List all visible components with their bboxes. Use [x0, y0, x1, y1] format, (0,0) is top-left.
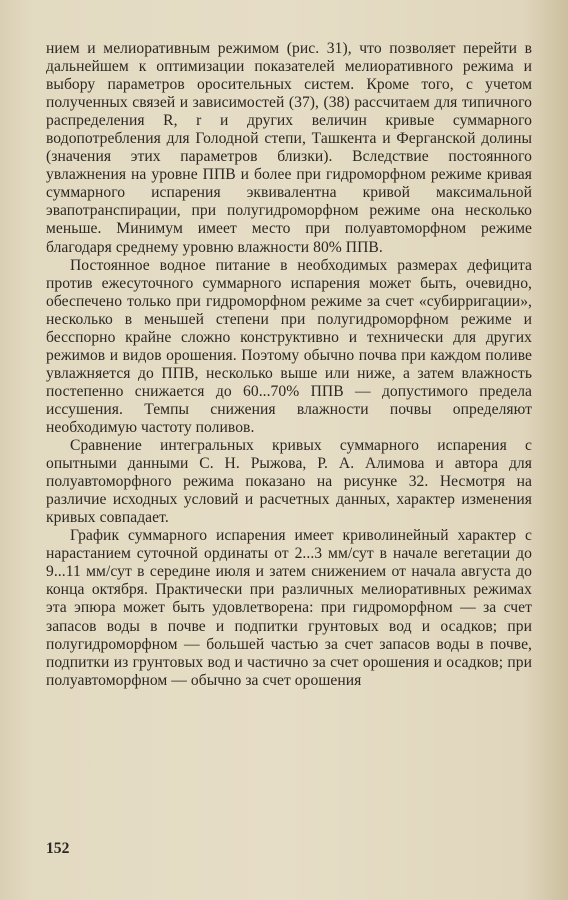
- body-text: [46, 40, 532, 690]
- page-number: 152: [46, 840, 70, 857]
- paragraph-3: Сравнение интегральных кривых суммарного испарения с опытными данными С. Н. Рыжова, Р. А. Алимова и автора для полуавтоморфного режима показано на рисунке 32. Несмотря на различие исходных условий и расчетных данных, характер изменения кривых совпадает.: [46, 437, 532, 527]
- paragraph-2: Постоянное водное питание в необходимых размерах дефицита против ежесуточного суммарного испарения может быть, очевидно, обеспечено только при гидроморфном режиме за счет «субирригации», несколько в меньшей степени при полугидроморфном режиме и бесспорно крайне сложно конструктивно и технически для других режимов и видов орошения. Поэтому обычно почва при каждом поливе увлажняется до ППВ, несколько выше или ниже, а затем влажность постепенно снижается до 60...70% ППВ — допустимого предела иссушения. Темпы снижения влажности почвы определяют необходимую частоту поливов.: [46, 256, 532, 436]
- paragraph-4: График суммарного испарения имеет криволинейный характер с нарастанием суточной ординаты от 2...3 мм/сут в начале вегетации до 9...11 мм/сут в середине июля и затем снижением от начала августа до конца октября. Практически при различных мелиоративных режимах эта эпюра может быть удовлетворена: при гидроморфном — за счет запасов воды в почве и подпитки грунтовых вод и осадков; при полугидроморфном — большей частью за счет запасов воды в почве, подпитки из грунтовых вод и частично за счет орошения и осадков; при полуавтоморфном — обычно за счет орошения: [46, 527, 532, 689]
- paragraph-1: нием и мелиоративным режимом (рис. 31), что позволяет перейти в дальнейшем к оптимизации показателей мелиоративного режима и выбору параметров оросительных систем. Кроме того, с учетом полученных связей и зависимостей (37), (38) рассчитаем для типичного распределения R, r и других величин кривые суммарного водопотребления для Голодной степи, Ташкента и Ферганской долины (значения этих параметров близки). Вследствие постоянного увлажнения на уровне ППВ и более при гидроморфном режиме кривая суммарного испарения эквивалентна кривой максимальной эвапотранспирации, при полугидроморфном режиме она несколько меньше. Минимум имеет место при полуавтоморфном режиме благодаря среднему уровню влажности 80% ППВ.: [46, 40, 532, 256]
